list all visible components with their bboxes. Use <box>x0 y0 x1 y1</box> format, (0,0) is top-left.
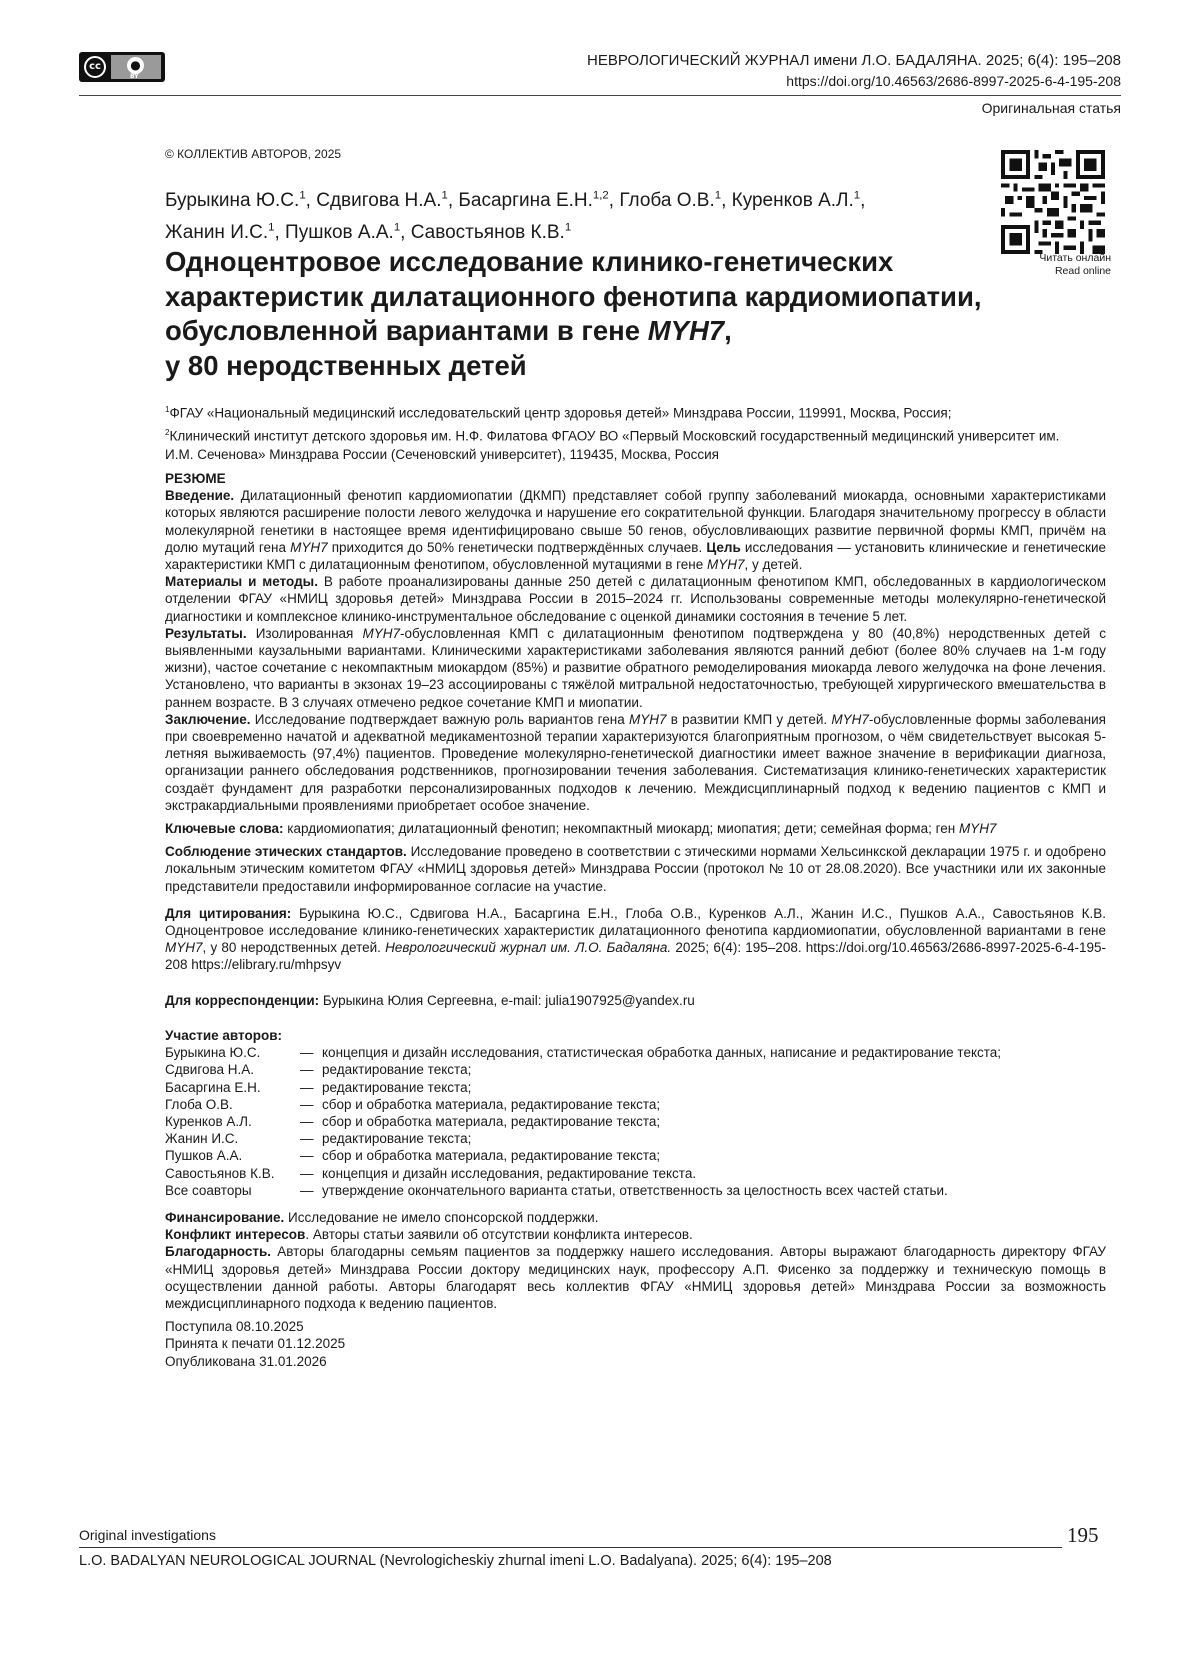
keywords: Ключевые слова: кардиомиопатия; дилатационный фенотип; некомпактный миокард; миопатия; дети; семейная форма; ген MYH7 <box>165 821 997 837</box>
footer-section-label: Original investigations <box>79 1527 216 1543</box>
date-accepted: Принята к печати 01.12.2025 <box>165 1336 346 1352</box>
date-received: Поступила 08.10.2025 <box>165 1319 304 1335</box>
date-published: Опубликована 31.01.2026 <box>165 1353 327 1369</box>
cc-by-label: BY <box>130 73 139 80</box>
footer-journal: L.O. BADALYAN NEUROLOGICAL JOURNAL (Nevrologicheskiy zhurnal imeni L.O. Badalyana). 2025; 6(4): 195–208 <box>79 1553 832 1569</box>
affiliation-2: $^2$Клинический институт детского здоровья им. Н.Ф. Филатова ФГАОУ ВО «Первый Московский государственный медицинский университет им. И.М. Сеченова» Минздрава России (Сеченовский университет), 119435, Москва, Россия <box>165 427 1060 462</box>
abstract-results: Результаты. Изолированная MYH7-обусловленная КМП с дилатационным фенотипом подтверждена у 80 (40,8%) неродственных детей с выявленными каузальными вариантами. Клиническими характеристиками заболевания являются ранний дебют (более 80% случаев на 1-м году жизни), частое сочетание с некомпактным миокардом (85%) и развитие обратного ремоделирования миокарда левого желудочка на фоне лечения. Установлено, что варианты в экзонах 19–23 ассоциированы с тяжёлой митральной недостаточностью, требующей хирургического вмешательства в раннем возрасте. В 3 случаях отмечено редкое сочетание КМП и миопатии. <box>165 625 1106 710</box>
funding: Финансирование. Исследование не имело спонсорской поддержки. <box>165 1209 599 1225</box>
abstract-heading: РЕЗЮМЕ <box>165 471 226 486</box>
author: Пушков А.А.$^1$, <box>285 221 411 243</box>
author: Савостьянов К.В.$^1$ <box>410 221 572 243</box>
footer-divider <box>79 1547 1062 1548</box>
page-number: 195 <box>1067 1523 1099 1547</box>
read-online-caption: Читать онлайн Read online <box>1039 252 1111 277</box>
abstract-introduction: Введение. Дилатационный фенотип кардиомиопатии (ДКМП) представляет собой группу заболеваний миокарда, основными характеристиками которых являются расширение полости левого желудочка и нарушение его сократительной функции. Благодаря значительному прогрессу в области молекулярной генетики в настоящее время идентифицировано свыше 50 генов, обусловливающих развитие первичной формы КМП, причём на долю мутаций гена MYH7 приходится до 50% генетически подтверждённых случаев. Цель исследования — установить клинические и генетические характеристики КМП с дилатационным фенотипом, обусловленной мутациями в гене MYH7, у детей. <box>165 488 1106 573</box>
header-divider <box>79 95 1121 96</box>
gene-name: MYH7 <box>647 315 725 346</box>
journal-header: НЕВРОЛОГИЧЕСКИЙ ЖУРНАЛ имени Л.О. БАДАЛЯНА. 2025; 6(4): 195–208 <box>587 52 1121 69</box>
conflict-of-interest: Конфликт интересов. Авторы статьи заявили об отсутствии конфликта интересов. <box>165 1227 693 1243</box>
contributions-heading: Участие авторов: <box>165 1027 283 1043</box>
person-attribution-icon: ● <box>127 57 144 74</box>
cc-by-license-badge <box>79 52 165 82</box>
contributions-table: Бурыкина Ю.С. — концепция и дизайн исследования, статистическая обработка данных, написание и редактирование текста; Сдвигова Н.А. — редактирование текста; Басаргина Е.Н. — редактирование текста; Глоба О.В. — сбор и обработка материала, редактирование текста; Куренков А.Л. — сбор и обработка материала, редактирование текста; Жанин И.С. — редактирование текста; Пушков А.А. — сбор и обработка материала, редактирование текста; Савостьянов К.В. — концепция и дизайн исследования, редактирование текста. Все соавторы — утверждение окончательного варианта статьи, ответственность за целостность всех частей статьи. <box>165 1045 1002 1198</box>
copyright: © КОЛЛЕКТИВ АВТОРОВ, 2025 <box>165 147 342 161</box>
correspondence: Для корреспонденции: Бурыкина Юлия Сергеевна, e-mail: julia1907925@yandex.ru <box>165 992 695 1008</box>
abstract-methods: Материалы и методы. В работе проанализированы данные 250 детей с дилатационным фенотипом КМП, обследованных в кардиологическом отделении ФГАУ «НМИЦ здоровья детей» Минздрава России в 2015–2024 гг. Использованы современные методы молекулярно-генетической диагностики и комплексное клинико-инструментальное обследование с оценкой динамики состояния в течение 5 лет. <box>165 574 1106 624</box>
affiliations <box>165 400 1065 464</box>
abstract-conclusion: Заключение. Исследование подтверждает важную роль вариантов гена MYH7 в развитии КМП у детей. MYH7-обусловленные формы заболевания при своевременно начатой и адекватной медикаментозной терапии характеризуются благоприятным прогнозом, о чём свидетельствует высокая 5-летняя выживаемость (97,4%) пациентов. Проведение молекулярно-генетической диагностики имеет важное значение в верификации диагноза, организации раннего обследования родственников, прогнозировании течения заболевания. Систематизация клинико-генетических характеристик создаёт фундамент для разработки персонализированных подходов к лечению. Междисциплинарный подход к ведению пациентов с КМП и экстракардиальными проявлениями приобретает особое значение. <box>165 711 1106 813</box>
author: Жанин И.С.$^1$, <box>165 221 286 243</box>
article-type: Оригинальная статья <box>981 100 1121 116</box>
affiliation-1: $^1$ФГАУ «Национальный медицинский исследовательский центр здоровья детей» Минздрава России, 119991, Москва, Россия; <box>165 405 952 421</box>
author: Басаргина Е.Н.$^{1,2}$, <box>458 190 620 212</box>
doi-link[interactable]: https://doi.org/10.46563/2686-8997-2025-6-4-195-208 <box>786 73 1121 89</box>
article-front-matter <box>165 470 1106 1370</box>
author: Сдвигова Н.А.$^1$, <box>316 190 459 212</box>
ethics-statement: Соблюдение этических стандартов. Исследование проведено в соответствии с этическими нормами Хельсинкской декларации 1975 г. и одобрено локальным этическим комитетом ФГАУ «НМИЦ здоровья детей» Минздрава России (протокол № 10 от 28.08.2020). Все участники или их законные представители предоставили информированное согласие на участие. <box>165 844 1106 894</box>
article-title: Одноцентровое исследование клинико-генетических характеристик дилатационного фенотипа кардиомиопатии, обусловленной вариантами в гене MYH7, у 80 неродственных детей <box>165 246 982 381</box>
author: Бурыкина Ю.С.$^1$, <box>165 190 317 212</box>
author-list <box>165 183 945 246</box>
acknowledgement: Благодарность. Авторы благодарны семьям пациентов за поддержку нашего исследования. Авторы выражают благодарность директору ФГАУ «НМИЦ здоровья детей» Минздрава России доктору медицинских наук, профессору А.П. Фисенко за поддержку и техническую помощь в осуществлении данной работы. Авторы благодарят весь коллектив ФГАУ «НМИЦ здоровья детей» Минздрава России за возможность междисциплинарного подхода к ведению пациентов. <box>165 1244 1106 1311</box>
author: Глоба О.В.$^1$, <box>619 190 732 212</box>
qr-code-icon[interactable] <box>1001 150 1105 254</box>
citation: Для цитирования: Бурыкина Ю.С., Сдвигова Н.А., Басаргина Е.Н., Глоба О.В., Куренков А.Л., Жанин И.С., Пушков А.А., Савостьянов К.В. Одноцентровое исследование клинико-генетических характеристик дилатационного фенотипа кардиомиопатии, обусловленной вариантами в гене MYH7, у 80 неродственных детей. Неврологический журнал им. Л.О. Бадаляна. 2025; 6(4): 195–208. https://doi.org/10.46563/2686-8997-2025-6-4-195-208 https://elibrary.ru/mhpsyv <box>165 905 1107 973</box>
author: Куренков А.Л.$^1$, <box>731 190 866 212</box>
creative-commons-icon: cc <box>84 56 106 78</box>
